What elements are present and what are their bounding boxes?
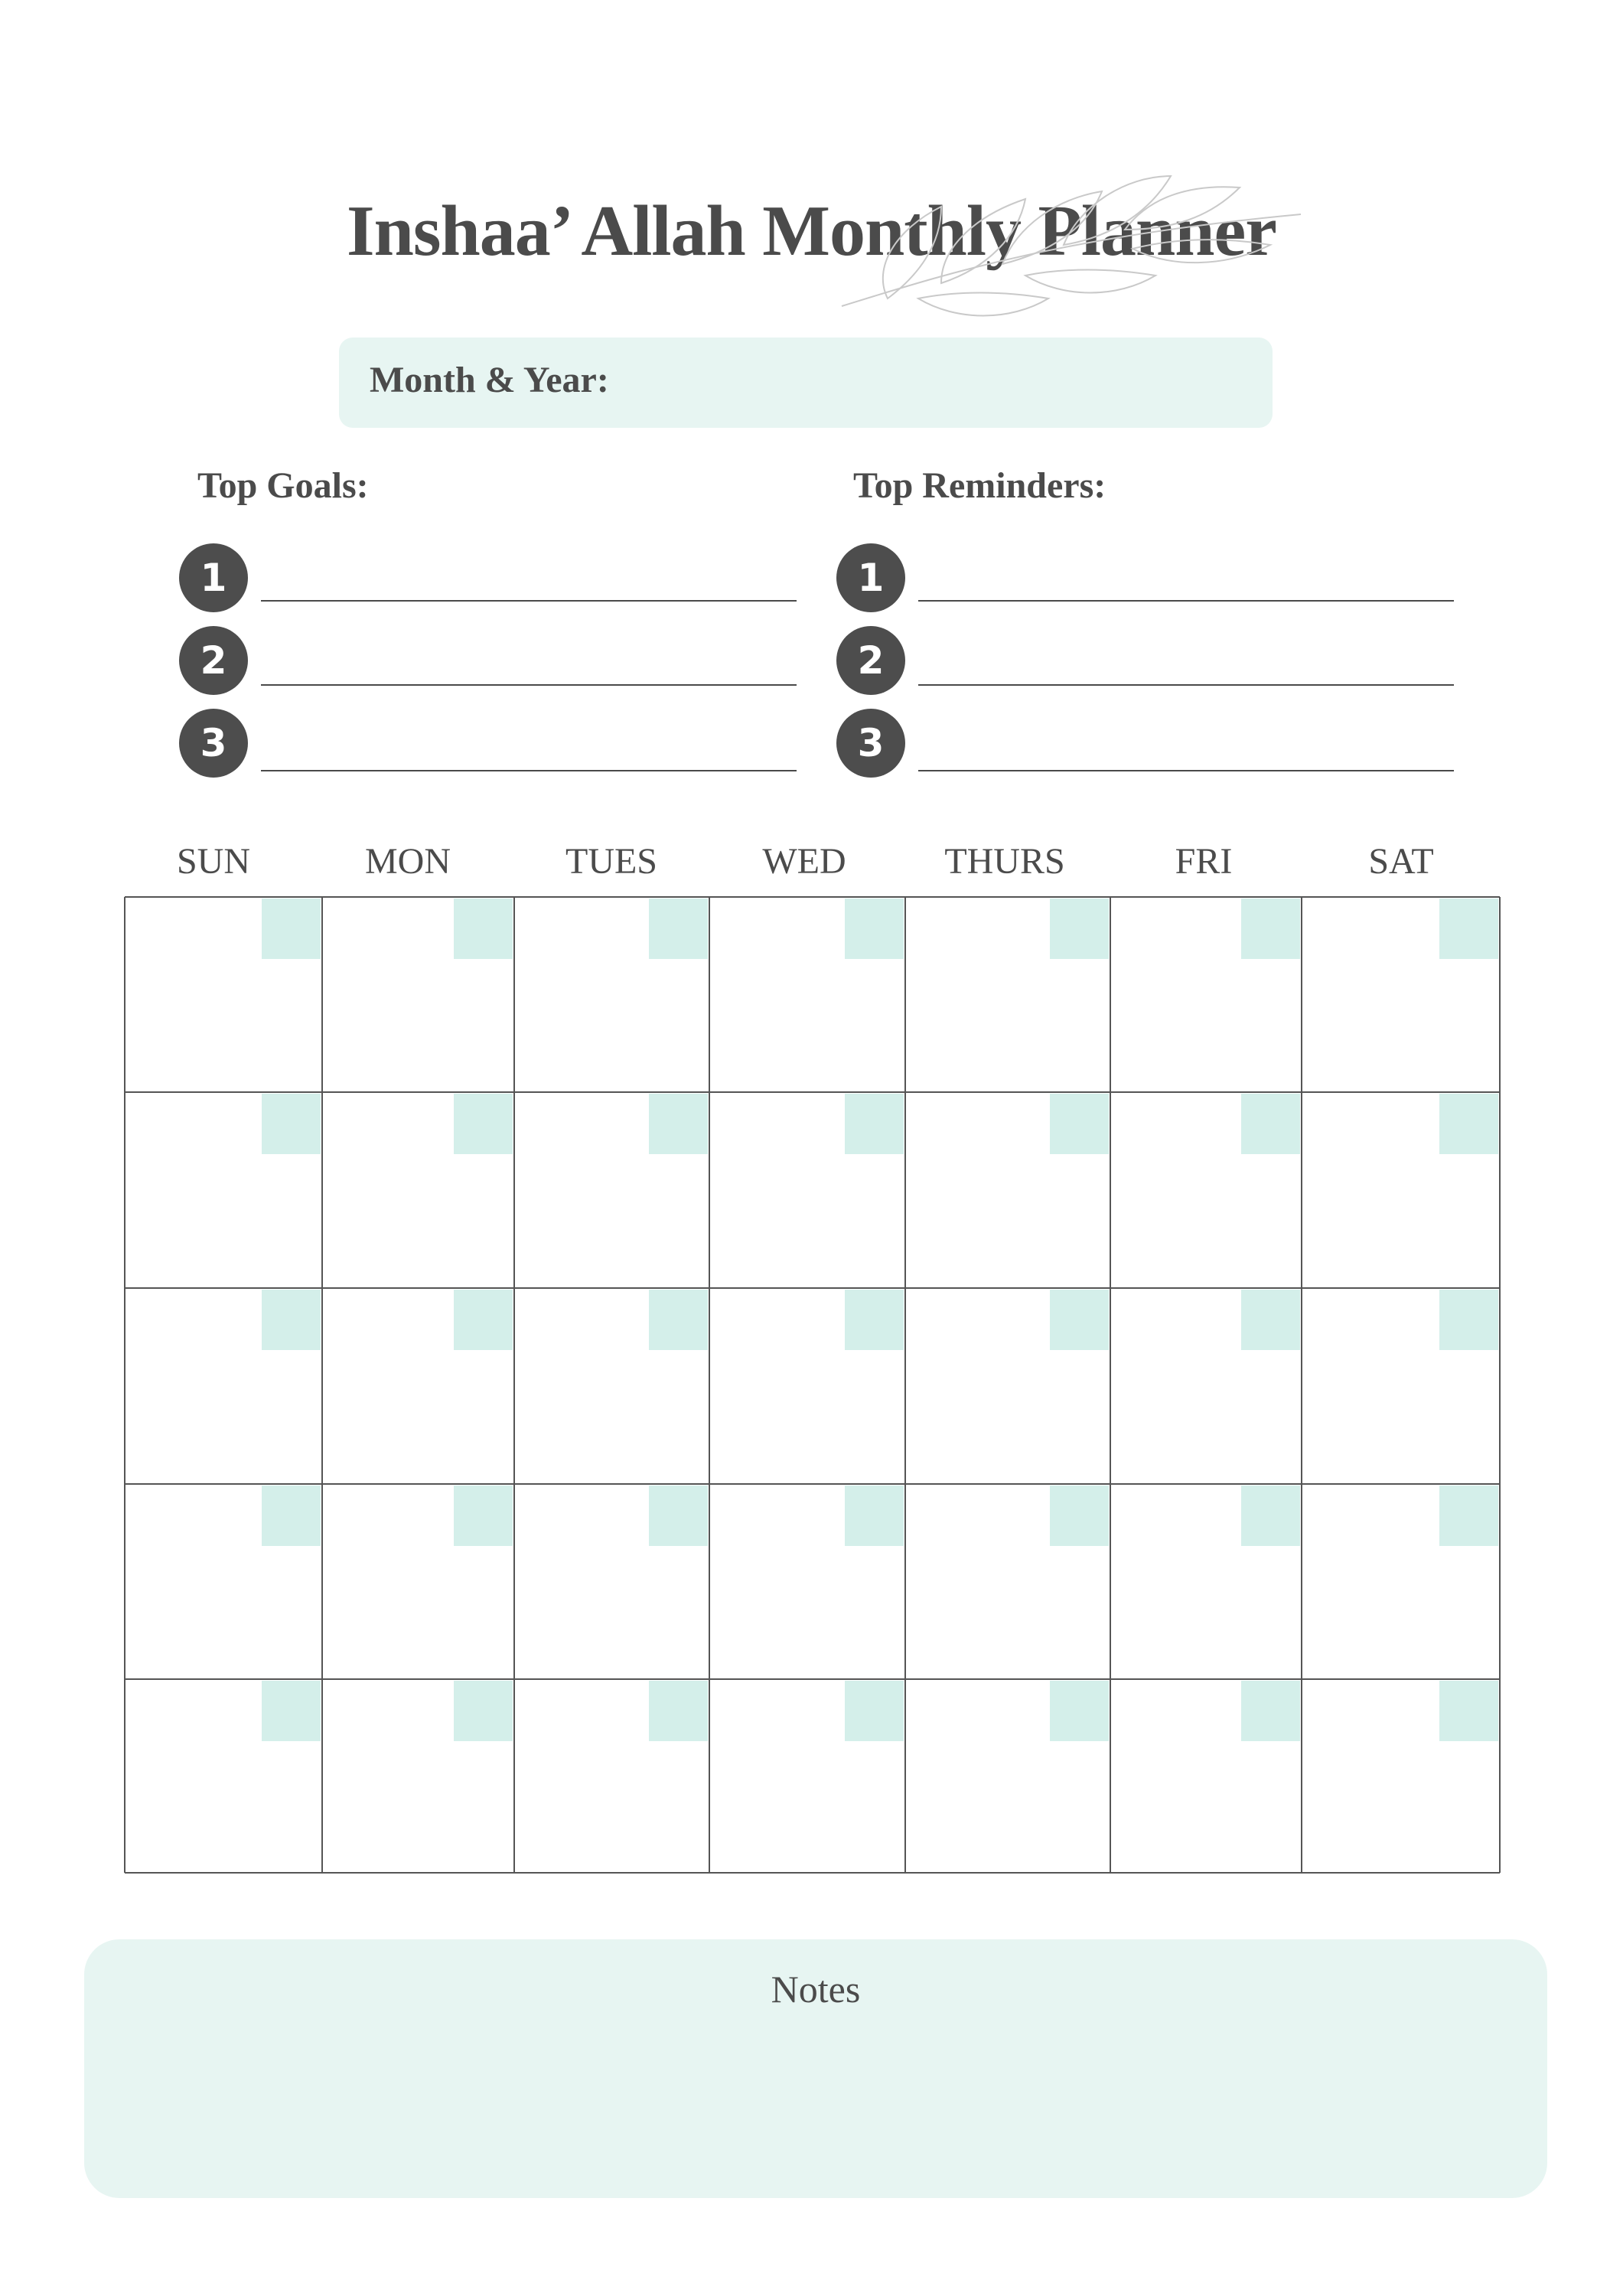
calendar-day-cell[interactable] [905,897,1110,1092]
calendar-day-cell[interactable] [1110,1288,1302,1484]
calendar-day-cell[interactable] [905,1679,1110,1873]
day-header-wed: WED [762,841,846,882]
date-tab [262,1094,321,1154]
date-tab [454,1094,513,1154]
day-header-tues: TUES [565,841,657,882]
calendar-day-cell[interactable] [1302,1679,1500,1873]
day-header-mon: MON [364,841,451,882]
calendar-day-cell[interactable] [1302,1092,1500,1288]
reminder-number-2: 2 [836,626,905,695]
day-header-sun: SUN [176,841,251,882]
date-tab [1439,1290,1498,1350]
date-tab [649,1094,708,1154]
calendar-day-cell[interactable] [1302,1484,1500,1679]
calendar-day-cell[interactable] [1110,897,1302,1092]
reminder-line-1[interactable] [918,600,1454,602]
calendar-day-cell[interactable] [1110,1092,1302,1288]
date-tab [454,899,513,959]
date-tab [1241,899,1300,959]
date-tab [1439,899,1498,959]
notes-area[interactable] [84,1939,1547,2198]
day-header-fri: FRI [1175,841,1233,882]
reminder-number-3: 3 [836,709,905,778]
calendar-day-cell[interactable] [125,1092,322,1288]
date-tab [845,1290,904,1350]
calendar-day-cell[interactable] [1302,897,1500,1092]
top-goals-heading: Top Goals: [197,465,369,506]
calendar-day-cell[interactable] [514,897,709,1092]
date-tab [845,1681,904,1741]
date-tab [1439,1094,1498,1154]
date-tab [1241,1290,1300,1350]
calendar-day-cell[interactable] [709,1679,905,1873]
date-tab [262,899,321,959]
calendar-day-cell[interactable] [322,1484,514,1679]
calendar-day-cell[interactable] [1110,1484,1302,1679]
date-tab [1241,1094,1300,1154]
goal-number-1: 1 [179,543,248,612]
date-tab [845,1094,904,1154]
date-tab [454,1486,513,1546]
notes-label: Notes [771,1968,861,2011]
date-tab [262,1290,321,1350]
goal-number-3: 3 [179,709,248,778]
date-tab [1050,1681,1109,1741]
calendar-day-cell[interactable] [905,1484,1110,1679]
calendar-day-cell[interactable] [514,1679,709,1873]
calendar-day-cell[interactable] [322,1092,514,1288]
date-tab [262,1681,321,1741]
calendar-day-cell[interactable] [709,897,905,1092]
calendar-day-cell[interactable] [125,1679,322,1873]
day-header-thurs: THURS [944,841,1065,882]
date-tab [1050,1290,1109,1350]
calendar-day-cell[interactable] [709,1484,905,1679]
date-tab [1050,899,1109,959]
calendar-day-cell[interactable] [1110,1679,1302,1873]
month-year-field[interactable] [339,338,1273,428]
date-tab [649,1290,708,1350]
goal-number-2: 2 [179,626,248,695]
calendar-day-cell[interactable] [709,1288,905,1484]
goal-line-3[interactable] [261,770,797,771]
calendar-day-cell[interactable] [125,897,322,1092]
goal-line-2[interactable] [261,684,797,686]
month-year-label: Month & Year: [370,360,609,400]
calendar-day-cell[interactable] [125,1288,322,1484]
date-tab [845,1486,904,1546]
calendar-day-cell[interactable] [514,1288,709,1484]
day-header-sat: SAT [1368,841,1434,882]
calendar-day-cell[interactable] [322,1288,514,1484]
date-tab [649,1486,708,1546]
date-tab [649,899,708,959]
reminder-line-3[interactable] [918,770,1454,771]
date-tab [1241,1486,1300,1546]
date-tab [262,1486,321,1546]
calendar-day-cell[interactable] [905,1092,1110,1288]
calendar-day-cell[interactable] [1302,1288,1500,1484]
date-tab [845,899,904,959]
calendar-day-cell[interactable] [514,1484,709,1679]
date-tab [1050,1486,1109,1546]
date-tab [1241,1681,1300,1741]
planner-title: Inshaa’ Allah Monthly Planner [347,191,1276,271]
date-tab [1439,1486,1498,1546]
leaf-decoration-icon [826,145,1324,329]
calendar-day-cell[interactable] [514,1092,709,1288]
date-tab [1439,1681,1498,1741]
date-tab [649,1681,708,1741]
calendar-day-cell[interactable] [905,1288,1110,1484]
top-reminders-heading: Top Reminders: [853,465,1106,506]
calendar-day-cell[interactable] [322,897,514,1092]
date-tab [454,1290,513,1350]
date-tab [1050,1094,1109,1154]
goal-line-1[interactable] [261,600,797,602]
reminder-line-2[interactable] [918,684,1454,686]
calendar-day-cell[interactable] [322,1679,514,1873]
reminder-number-1: 1 [836,543,905,612]
calendar-day-cell[interactable] [125,1484,322,1679]
calendar-day-cell[interactable] [709,1092,905,1288]
date-tab [454,1681,513,1741]
